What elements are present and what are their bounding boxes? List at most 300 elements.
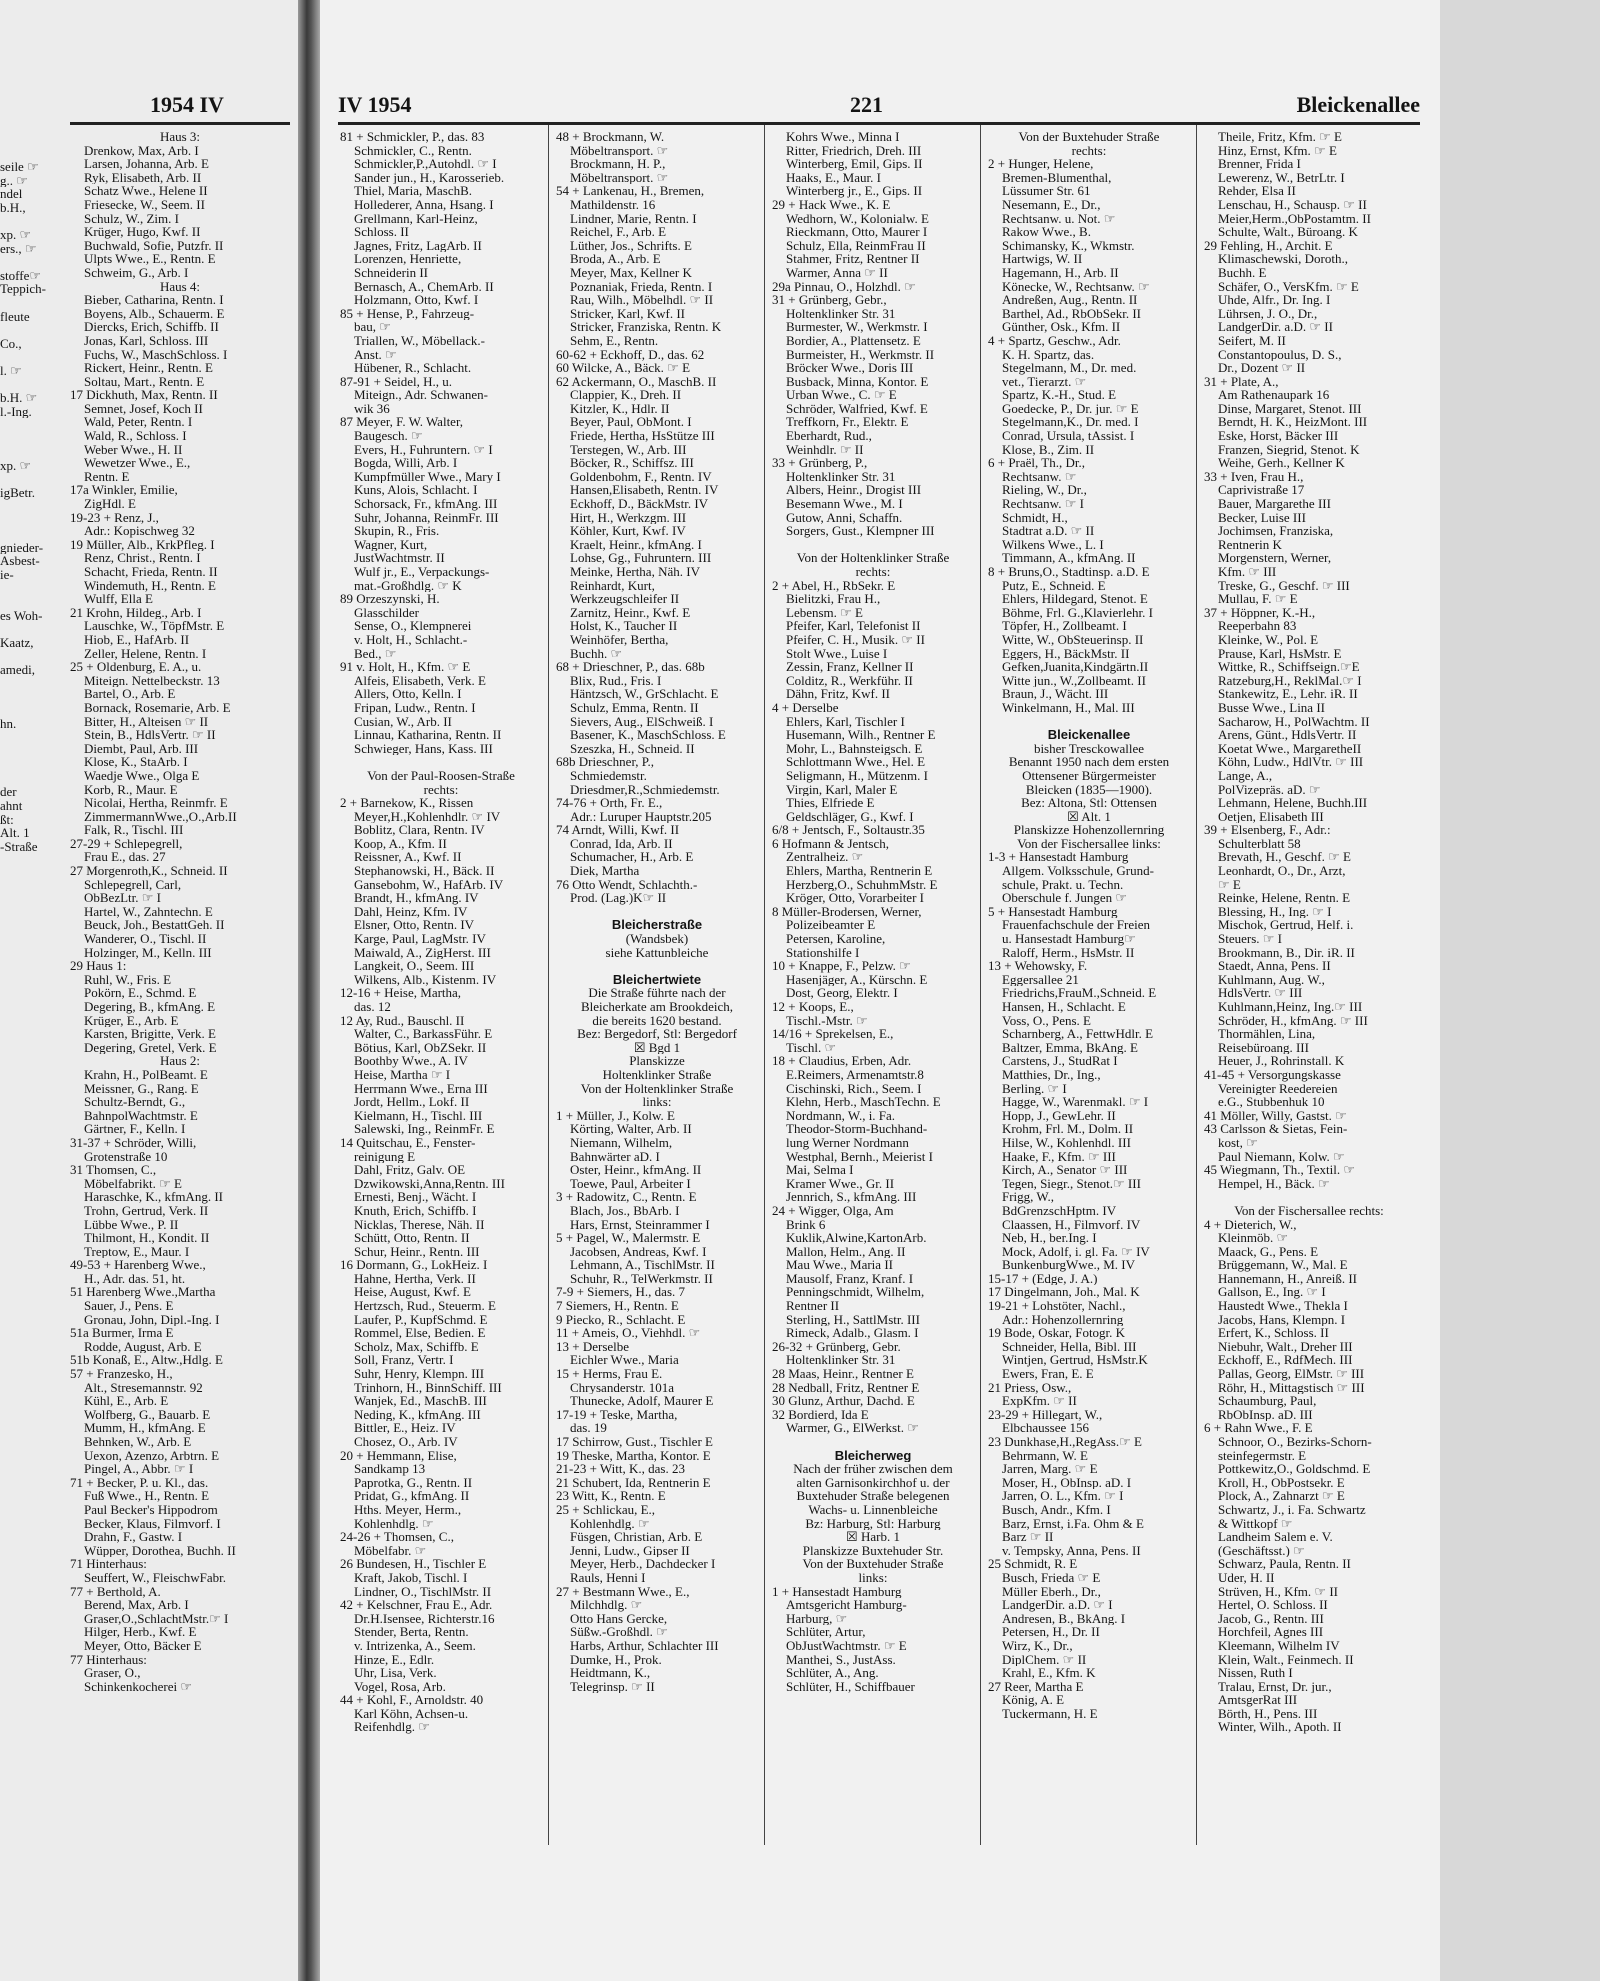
resident-entry: Bremen-Blumenthal, xyxy=(1002,170,1112,185)
resident-entry: Busse Wwe., Lina II xyxy=(1218,700,1325,715)
resident-entry: Sauer, J., Pens. E xyxy=(84,1299,174,1313)
address-entry: 30 Glunz, Arthur, Dachd. E xyxy=(772,1394,915,1408)
resident-entry: Stadtrat a.D. ☞ II xyxy=(1002,524,1095,538)
resident-entry: Rehder, Elsa II xyxy=(1218,184,1296,198)
resident-entry: Bötius, Karl, ObZSekr. II xyxy=(354,1040,487,1055)
resident-entry: Lebensm. ☞ E xyxy=(786,605,863,620)
address-entry: 37 + Höppner, K.-H., xyxy=(1204,605,1316,620)
resident-entry: Wilkens, Alb., Kistenm. IV xyxy=(354,972,497,987)
address-entry: 51a Burmer, Irma E xyxy=(70,1326,174,1340)
resident-entry: Wirz, K., Dr., xyxy=(1002,1638,1073,1653)
resident-entry: Pridat, G., kfmAng. II xyxy=(354,1489,470,1503)
resident-entry: Hilger, Herb., Kwf. E xyxy=(84,1625,197,1639)
address-entry: 9 Piecko, R., Schlacht. E xyxy=(556,1312,686,1327)
resident-entry: Soll, Franz, Vertr. I xyxy=(354,1353,454,1368)
street-heading: Bleicherstraße xyxy=(611,918,703,933)
address-entry: 54 + Lankenau, H., Bremen, xyxy=(556,184,705,198)
resident-entry: Schaumburg, Paul, xyxy=(1218,1394,1317,1408)
resident-entry: Hiob, E., HafArb. II xyxy=(84,632,190,647)
resident-entry: Schur, Heinr., Rentn. III xyxy=(354,1244,480,1259)
resident-entry: Heise, August, Kwf. E xyxy=(354,1285,471,1300)
margin-fragment xyxy=(0,622,60,636)
margin-fragment: ie- xyxy=(0,567,14,582)
address-entry: 29 Fehling, H., Archit. E xyxy=(1204,238,1333,253)
margin-fragment xyxy=(0,731,60,745)
left-margin-fragments xyxy=(0,160,60,853)
address-entry: 17 Dingelmann, Joh., Mal. K xyxy=(988,1285,1140,1300)
margin-fragment: ndel xyxy=(0,187,23,201)
address-entry: 60 Wilcke, A., Bäck. ☞ E xyxy=(556,361,691,375)
resident-entry: Suhr, Johanna, ReinmFr. III xyxy=(354,510,499,525)
resident-entry: Wald, R., Schloss. I xyxy=(84,429,187,443)
resident-entry: Goldenbohm, F., Rentn. IV xyxy=(570,469,712,484)
resident-entry: Rieling, W., Dr., xyxy=(1002,483,1087,498)
resident-entry: Bittler, E., Heiz. IV xyxy=(354,1421,456,1435)
resident-entry: Hinz, Ernst, Kfm. ☞ E xyxy=(1218,143,1337,158)
margin-fragment xyxy=(0,350,60,364)
resident-entry: Moser, H., ObInsp. aD. I xyxy=(1002,1475,1132,1490)
address-entry: 4 + Dieterich, W., xyxy=(1204,1217,1297,1232)
resident-entry: Timmann, A., kfmAng. II xyxy=(1002,551,1136,565)
resident-entry: Lohse, Gg., Fuhruntern. III xyxy=(570,551,712,565)
resident-entry: Ehlers, Karl, Tischler I xyxy=(786,714,905,729)
resident-entry: Klose, K., StaArb. I xyxy=(84,755,188,769)
address-entry: 19 Theske, Martha, Kontor. E xyxy=(556,1448,711,1463)
address-entry: 26 Bundesen, H., Tischler E xyxy=(340,1557,487,1571)
resident-entry: Falk, R., Tischl. III xyxy=(84,823,184,837)
margin-fragment xyxy=(0,595,60,609)
margin-fragment: Kaatz, xyxy=(0,635,34,650)
address-entry: 19 Bode, Oskar, Fotogr. K xyxy=(988,1326,1126,1340)
resident-entry: HdlsVertr. ☞ III xyxy=(1218,986,1303,1000)
address-entry: 31 + Grünberg, Gebr., xyxy=(772,293,887,307)
resident-entry: Pallas, Georg, ElMstr. ☞ III xyxy=(1218,1367,1365,1381)
address-entry: 31 Thomsen, C., xyxy=(70,1163,157,1177)
resident-entry: Rodde, August, Arb. E xyxy=(84,1339,202,1354)
resident-entry: Jagnes, Fritz, LagArb. II xyxy=(354,238,482,253)
address-entry: 41-45 + Versorgungskasse xyxy=(1204,1067,1341,1082)
resident-entry: Heuer, J., Rohrinstall. K xyxy=(1218,1054,1345,1068)
resident-entry: Meyer,H.,Kohlenhdlr. ☞ IV xyxy=(354,809,501,824)
resident-entry: Basener, K., MaschSchloss. E xyxy=(570,728,726,742)
resident-entry: Carstens, J., StudRat I xyxy=(1002,1054,1118,1068)
resident-entry: Hagemann, H., Arb. II xyxy=(1002,265,1119,280)
resident-entry: (Geschäftsst.) ☞ xyxy=(1218,1543,1305,1558)
margin-fragment: ahnt xyxy=(0,798,23,813)
address-entry: 21-23 + Witt, K., das. 23 xyxy=(556,1462,685,1476)
address-entry: 6/8 + Jentsch, F., Soltaustr.35 xyxy=(772,823,925,837)
resident-entry: Braun, J., Wächt. III xyxy=(1002,687,1109,701)
address-entry: 3 + Radowitz, C., Rentn. E xyxy=(556,1190,697,1204)
address-entry: 11 + Ameis, O., Viehhdl. ☞ xyxy=(556,1326,701,1340)
resident-entry: Bauer, Margarethe III xyxy=(1218,497,1331,511)
address-entry: 8 Müller-Brodersen, Werner, xyxy=(772,904,922,919)
resident-entry: König, A. E xyxy=(1002,1693,1065,1707)
resident-entry: Ruhl, W., Fris. E xyxy=(84,972,172,987)
resident-entry: Mathildenstr. 16 xyxy=(570,197,656,212)
resident-entry: Friedrichs,FrauM.,Schneid. E xyxy=(1002,986,1157,1000)
resident-entry: Klose, B., Zim. II xyxy=(1002,442,1095,457)
resident-entry: Ehlers, Hildegard, Stenot. E xyxy=(1002,592,1148,606)
resident-entry: Herrmann Wwe., Erna III xyxy=(354,1081,488,1096)
resident-entry: Wintjen, Gertrud, HsMstr.K xyxy=(1002,1353,1148,1368)
column-divider xyxy=(980,125,981,1845)
resident-entry: Lübbe Wwe., P. II xyxy=(84,1217,179,1232)
resident-entry: Mullau, F. ☞ E xyxy=(1218,592,1298,606)
resident-entry: Jacob, G., Rentn. III xyxy=(1218,1611,1324,1626)
address-entry: 74-76 + Orth, Fr. E., xyxy=(556,796,663,810)
margin-fragment xyxy=(0,418,60,432)
resident-entry: Friesecke, W., Seem. II xyxy=(84,197,205,212)
resident-entry: Triallen, W., Möbellack.- xyxy=(354,333,485,348)
resident-entry: lung Werner Nordmann xyxy=(786,1135,909,1150)
resident-entry: Tischl.-Mstr. ☞ xyxy=(786,1013,868,1028)
resident-entry: ZimmermannWwe.,O.,Arb.II xyxy=(84,809,237,824)
address-entry: 27 + Bestmann Wwe., E., xyxy=(556,1584,690,1599)
resident-entry: Rentner II xyxy=(786,1299,840,1313)
address-entry: 17a Winkler, Emilie, xyxy=(70,483,178,498)
resident-entry: Otto Hans Gercke, xyxy=(570,1611,668,1626)
resident-entry xyxy=(556,905,758,919)
resident-entry: Krahn, H., PolBeamt. E xyxy=(84,1067,208,1082)
resident-entry: Dähn, Fritz, Kwf. II xyxy=(786,687,890,701)
resident-entry: Rentnerin K xyxy=(1218,537,1282,552)
resident-entry: Lehmann, Helene, Buchh.III xyxy=(1218,796,1368,810)
resident-entry: Allers, Otto, Kelln. I xyxy=(354,687,462,701)
resident-entry: Brenner, Frida I xyxy=(1218,157,1301,171)
resident-entry: Stephanowski, H., Bäck. II xyxy=(354,864,495,878)
margin-fragment xyxy=(0,500,60,514)
resident-entry: Alt., Stresemannstr. 92 xyxy=(84,1380,203,1395)
resident-entry: Schmickler,P.,Autohdl. ☞ I xyxy=(354,157,497,171)
section-note: bisher Tresckowallee xyxy=(1033,741,1145,756)
resident-entry: Uder, H. II xyxy=(1218,1570,1275,1585)
resident-entry: Pfeifer, Karl, Telefonist II xyxy=(786,619,921,633)
resident-entry: Möbeltransport. ☞ xyxy=(570,143,669,158)
resident-entry: Kohlenhdlg. ☞ xyxy=(570,1516,650,1531)
section-note: Die Straße führte nach der xyxy=(588,986,726,1000)
section-note: rechts: xyxy=(423,782,459,797)
resident-entry xyxy=(340,755,542,769)
resident-entry: Karge, Paul, LagMstr. IV xyxy=(354,932,486,946)
resident-entry: Hths. Meyer, Herm., xyxy=(354,1502,462,1517)
resident-entry: Werkzeugschleifer II xyxy=(570,592,680,606)
resident-entry: Schuhr, R., TelWerkmstr. II xyxy=(570,1271,713,1286)
resident-entry: Nordmann, W., i. Fa. xyxy=(786,1108,896,1123)
margin-fragment: seile ☞ xyxy=(0,160,39,174)
resident-entry: bau, ☞ xyxy=(354,320,391,334)
address-entry: 71 + Becker, P. u. Kl., das. xyxy=(70,1475,209,1490)
resident-entry: Bordier, A., Plattensetz. E xyxy=(786,333,921,348)
resident-entry: RbObInsp. aD. III xyxy=(1218,1407,1313,1422)
resident-entry: Fripan, Ludw., Rentn. I xyxy=(354,700,476,715)
address-entry: 31 + Plate, A., xyxy=(1204,374,1279,389)
resident-entry: Arens, Günt., HdlsVertr. II xyxy=(1218,728,1357,742)
resident-entry: Rentn. E xyxy=(84,469,130,484)
resident-entry: Gansebohm, W., HafArb. IV xyxy=(354,877,504,892)
resident-entry: v. Holt, H., Schlacht.- xyxy=(354,632,468,647)
address-entry: 6 Hofmann & Jentsch, xyxy=(772,836,889,851)
resident-entry: Haustedt Wwe., Thekla I xyxy=(1218,1299,1348,1313)
resident-entry: Frauenfachschule der Freien xyxy=(1002,918,1150,933)
resident-entry: Grotenstraße 10 xyxy=(84,1149,168,1164)
resident-entry: Kröger, Otto, Vorarbeiter I xyxy=(786,891,924,905)
margin-fragment: g.. ☞ xyxy=(0,173,28,188)
resident-entry: Thunecke, Adolf, Maurer E xyxy=(570,1394,714,1408)
resident-entry: Eckhoff, E., RdfMech. III xyxy=(1218,1353,1353,1368)
address-entry: 1 + Hansestadt Hamburg xyxy=(772,1584,902,1599)
resident-entry: Brink 6 xyxy=(786,1217,826,1232)
resident-entry: Frigg, W., xyxy=(1002,1190,1055,1204)
resident-entry: Wüpper, Dorothea, Buchh. II xyxy=(84,1543,236,1558)
resident-entry: Kleinmöb. ☞ xyxy=(1218,1231,1289,1245)
resident-entry: Wilkens Wwe., L. I xyxy=(1002,537,1104,552)
resident-entry: Pottkewitz,O., Goldschmd. E xyxy=(1218,1462,1371,1476)
resident-entry: Körting, Walter, Arb. II xyxy=(570,1122,692,1136)
resident-entry: Oetjen, Elisabeth III xyxy=(1218,809,1324,824)
address-entry: 24-26 + Thomsen, C., xyxy=(340,1530,454,1544)
section-note: Planskizze Hohenzollernring xyxy=(1013,823,1165,837)
resident-entry: Amtsgericht Hamburg- xyxy=(786,1598,907,1612)
resident-entry: Zentralheiz. ☞ xyxy=(786,850,864,865)
resident-entry: Uhde, Alfr., Dr. Ing. I xyxy=(1218,293,1331,307)
resident-entry: reinigung E xyxy=(354,1149,416,1164)
resident-entry: Niemann, Wilhelm, xyxy=(570,1135,673,1150)
resident-entry: Maiwald, A., ZigHerst. III xyxy=(354,945,491,960)
resident-entry: Virgin, Karl, Maler E xyxy=(786,782,898,797)
margin-fragment xyxy=(0,323,60,337)
resident-entry: das. 12 xyxy=(354,1000,391,1014)
resident-entry: Schulterblatt 58 xyxy=(1218,836,1301,851)
resident-entry: Schultz-Berndt, G., xyxy=(84,1095,186,1109)
resident-entry: Herzberg,O., SchuhmMstr. E xyxy=(786,877,938,892)
address-entry: 74 Arndt, Willi, Kwf. II xyxy=(556,823,680,837)
resident-entry: Nissen, Ruth I xyxy=(1218,1666,1293,1680)
address-entry: 31-37 + Schröder, Willi, xyxy=(70,1135,197,1150)
resident-entry: Lehmann, A., TischlMstr. II xyxy=(570,1258,715,1272)
resident-entry: ZigHdl. E xyxy=(84,497,136,511)
resident-entry: Mallon, Helm., Ang. II xyxy=(786,1244,906,1259)
resident-entry: Becker, Luise III xyxy=(1218,510,1306,525)
margin-fragment: xp. ☞ xyxy=(0,459,32,473)
resident-entry: Wittke, R., Schiffseign.☞E xyxy=(1218,660,1360,674)
resident-entry: ExpKfm. ☞ II xyxy=(1002,1394,1077,1408)
resident-entry: ObJustWachtmstr. ☞ E xyxy=(786,1638,907,1653)
margin-fragment xyxy=(0,378,60,392)
resident-entry: Stolt Wwe., Luise I xyxy=(786,646,888,661)
resident-entry: Berling. ☞ I xyxy=(1002,1081,1067,1096)
address-entry: 14 Quitschau, E., Fenster- xyxy=(340,1135,476,1150)
resident-entry: Ratzeburg,H., ReklMal.☞ I xyxy=(1218,673,1362,688)
resident-entry: Mumm, H., kfmAng. E xyxy=(84,1421,206,1435)
resident-entry: Schacht, Frieda, Rentn. II xyxy=(84,565,218,579)
resident-entry: Schlüter, Artur, xyxy=(786,1625,866,1639)
section-note: alten Garnisonkirchhof u. der xyxy=(796,1475,950,1490)
resident-entry: Telegrinsp. ☞ II xyxy=(570,1679,655,1694)
margin-fragment: -Straße xyxy=(0,839,38,854)
margin-fragment: igBetr. xyxy=(0,486,36,500)
margin-fragment: xp. ☞ xyxy=(0,227,32,242)
margin-fragment xyxy=(0,255,60,269)
resident-entry: Kramer Wwe., Gr. II xyxy=(786,1176,895,1191)
resident-entry: Jacobs, Hans, Klempn. I xyxy=(1218,1312,1346,1327)
street-heading: Bleickenallee xyxy=(1047,728,1131,742)
address-entry: 25 + Oldenburg, E. A., u. xyxy=(70,660,202,674)
resident-entry: Köhler, Kurt, Kwf. IV xyxy=(570,524,686,538)
resident-entry: Manthei, S., JustAss. xyxy=(786,1652,896,1667)
resident-entry: Meier,Herm.,ObPostamtm. II xyxy=(1218,211,1371,226)
resident-entry: Treffkorn, Fr., Elektr. E xyxy=(786,415,909,430)
margin-fragment: ßt: xyxy=(0,812,14,827)
margin-fragment: Co., xyxy=(0,336,22,351)
resident-entry: Mohr, L., Bahnsteigsch. E xyxy=(786,741,923,756)
resident-entry: Bed., ☞ xyxy=(354,646,397,661)
resident-entry: Dahl, Fritz, Galv. OE xyxy=(354,1163,466,1177)
resident-entry: Möbelfabrikt. ☞ E xyxy=(84,1176,182,1191)
resident-entry: Warmer, Anna ☞ II xyxy=(786,265,888,280)
margin-fragment: Asbest- xyxy=(0,554,40,568)
street-heading: Bleichertwiete xyxy=(612,972,702,987)
resident-entry: Strüven, H., Kfm. ☞ II xyxy=(1218,1584,1338,1599)
resident-entry: Jacobsen, Andreas, Kwf. I xyxy=(570,1244,707,1259)
resident-entry: Am Rathenaupark 16 xyxy=(1218,388,1330,402)
resident-entry: Weinhöfer, Bertha, xyxy=(570,632,669,647)
resident-entry: Elbchaussee 156 xyxy=(1002,1421,1090,1435)
resident-entry: Wulff, Ella E xyxy=(84,592,153,606)
margin-fragment xyxy=(0,704,60,718)
resident-entry: Morgenstern, Werner, xyxy=(1218,551,1332,565)
address-entry: 32 Bordierd, Ida E xyxy=(772,1407,869,1422)
resident-entry: Kleemann, Wilhelm IV xyxy=(1218,1638,1340,1653)
resident-entry: Lauschke, W., TöpfMstr. E xyxy=(84,619,225,633)
resident-entry: Rauls, Henni I xyxy=(570,1570,646,1585)
resident-entry: Kitzler, K., Hdlr. II xyxy=(570,401,670,416)
resident-entry: Koop, A., Kfm. II xyxy=(354,836,447,851)
resident-entry: Albers, Heinr., Drogist III xyxy=(786,483,922,498)
section-note: die bereits 1620 bestand. xyxy=(592,1013,722,1028)
resident-entry: Schütt, Otto, Rentn. II xyxy=(354,1231,470,1245)
resident-entry: Dumke, H., Prok. xyxy=(570,1652,662,1667)
margin-fragment: amedi, xyxy=(0,662,36,677)
address-entry: 21 Krohn, Hildeg., Arb. I xyxy=(70,605,202,620)
resident-entry: u. Hansestadt Hamburg☞ xyxy=(1002,932,1136,946)
resident-entry: Broda, A., Arb. E xyxy=(570,252,661,266)
resident-entry: Poznaniak, Frieda, Rentn. I xyxy=(570,279,713,294)
resident-entry: Winkelmann, H., Mal. III xyxy=(1002,700,1135,715)
resident-entry: Busch, Frieda ☞ E xyxy=(1002,1570,1101,1585)
address-entry: 4 + Derselbe xyxy=(772,700,839,715)
address-entry: 91 v. Holt, H., Kfm. ☞ E xyxy=(340,660,471,674)
section-note: Von der Fischersallee rechts: xyxy=(1234,1203,1384,1218)
resident-entry: Uhr, Lisa, Verk. xyxy=(354,1666,437,1680)
address-entry: 28 Nedball, Fritz, Rentner E xyxy=(772,1380,920,1395)
resident-entry: Petersen, H., Dr. II xyxy=(1002,1625,1100,1639)
resident-entry: Glasschilder xyxy=(354,605,419,620)
resident-entry: Hagge, W., Warenmakl. ☞ I xyxy=(1002,1095,1149,1109)
left-page-header: 1954 IV xyxy=(150,92,224,117)
address-entry: 2 + Hunger, Helene, xyxy=(988,157,1094,171)
resident-entry: Buchh. E xyxy=(1218,265,1267,280)
resident-entry: Bernasch, A., ChemArb. II xyxy=(354,279,494,294)
resident-entry: Dr., Dozent ☞ II xyxy=(1218,361,1306,375)
resident-entry: Putz, E., Schneid. E xyxy=(1002,578,1106,593)
resident-entry: Weihe, Gerh., Kellner K xyxy=(1218,456,1345,470)
resident-entry: Reinke, Helene, Rentn. E xyxy=(1218,891,1351,905)
address-entry: 81 + Schmickler, P., das. 83 xyxy=(340,130,485,144)
resident-entry: Zeller, Helene, Rentn. I xyxy=(84,646,207,661)
address-entry: 23 Witt, K., Rentn. E xyxy=(556,1489,666,1503)
resident-entry: Ryk, Elisabeth, Arb. II xyxy=(84,170,202,185)
resident-entry: Plock, A., Zahnarzt ☞ E xyxy=(1218,1489,1345,1503)
margin-fragment xyxy=(0,473,60,487)
resident-entry: Ernesti, Benj., Wächt. I xyxy=(354,1190,477,1204)
resident-entry: Sehm, E., Rentn. xyxy=(570,333,659,348)
resident-entry: Degering, B., kfmAng. E xyxy=(84,1000,216,1014)
resident-entry: Conrad, Ida, Arb. II xyxy=(570,836,673,851)
resident-entry: Kraelt, Heinr., kfmAng. I xyxy=(570,537,702,552)
margin-fragment: es Woh- xyxy=(0,608,43,623)
resident-entry: Krüger, Hugo, Kwf. II xyxy=(84,225,201,239)
resident-entry: K. H. Spartz, das. xyxy=(1002,347,1095,362)
resident-entry: Hartel, W., Zahntechn. E xyxy=(84,904,213,919)
resident-entry: Klein, Walt., Feinmech. II xyxy=(1218,1652,1354,1667)
resident-entry: Hinze, E., Edlr. xyxy=(354,1652,435,1667)
resident-entry: Knuth, Erich, Schiffb. I xyxy=(354,1203,477,1218)
resident-entry: Geldschläger, G., Kwf. I xyxy=(786,809,914,824)
section-note: Holtenklinker Straße xyxy=(602,1067,712,1082)
resident-entry: Driesdmer,R.,Schmiedemstr. xyxy=(570,782,720,797)
resident-entry: Leonhardt, O., Dr., Arzt, xyxy=(1218,864,1346,878)
resident-entry: Blach, Jos., BbArb. I xyxy=(570,1203,680,1218)
resident-entry: Claassen, H., Filmvorf. IV xyxy=(1002,1217,1141,1232)
address-entry: 68 + Drieschner, P., das. 68b xyxy=(556,660,705,674)
section-note: Planskizze xyxy=(629,1054,685,1068)
resident-entry: Buchh. ☞ xyxy=(570,646,623,661)
margin-fragment: ers., ☞ xyxy=(0,241,37,256)
resident-entry: Suhr, Henry, Klempn. III xyxy=(354,1367,485,1381)
section-note: Bz: Harburg, Stl: Harburg xyxy=(805,1516,941,1531)
resident-entry: Jordt, Hellm., Lokf. II xyxy=(354,1095,470,1109)
resident-entry: Dahl, Heinz, Kfm. IV xyxy=(354,904,468,919)
resident-entry: Bornack, Rosemarie, Arb. E xyxy=(84,700,231,715)
resident-entry: Schnoor, O., Bezirks-Schorn- xyxy=(1218,1435,1372,1449)
resident-entry: Schumacher, H., Arb. E xyxy=(570,850,694,865)
address-entry: 1 + Müller, J., Kolw. E xyxy=(556,1108,675,1123)
resident-entry: Penningschmidt, Wilhelm, xyxy=(786,1285,925,1300)
resident-entry: Drenkow, Max, Arb. I xyxy=(84,143,199,158)
resident-entry: Eberhardt, Rud., xyxy=(786,429,872,443)
resident-entry: Kleinke, W., Pol. E xyxy=(1218,632,1319,647)
resident-entry: Drahn, F., Gastw. I xyxy=(84,1530,183,1544)
resident-entry: Rechtsanw. ☞ xyxy=(1002,469,1077,484)
resident-entry: Kirch, A., Senator ☞ III xyxy=(1002,1163,1128,1177)
resident-entry: Hübener, R., Schlacht. xyxy=(354,361,472,375)
resident-entry: Milchhdlg. ☞ xyxy=(570,1598,643,1612)
resident-entry: Heise, Martha ☞ I xyxy=(354,1067,451,1082)
resident-entry: Scharnberg, A., FettwHdlr. E xyxy=(1002,1027,1154,1041)
resident-entry: Stein, B., HdlsVertr. ☞ II xyxy=(84,728,216,742)
resident-entry: Rau, Wilh., Möbelhdl. ☞ II xyxy=(570,293,714,307)
resident-entry: Kuklik,Alwine,KartonArb. xyxy=(786,1231,927,1245)
section-note: Bleicherkate am Brookdeich, xyxy=(581,1000,733,1014)
resident-entry: Winterberg jr., E., Gips. II xyxy=(786,184,923,198)
resident-entry: Winterberg, Emil, Gips. II xyxy=(786,157,923,171)
resident-entry: Lenschau, H., Schausp. ☞ II xyxy=(1218,197,1367,212)
resident-entry: Könecke, W., Rechtsanw. ☞ xyxy=(1002,279,1150,294)
address-entry: 51b Konaß, E., Altw.,Hdlg. E xyxy=(70,1353,223,1368)
resident-entry: Soltau, Mart., Rentn. E xyxy=(84,374,205,389)
resident-entry: Laufer, P., KupfSchmd. E xyxy=(354,1312,488,1327)
